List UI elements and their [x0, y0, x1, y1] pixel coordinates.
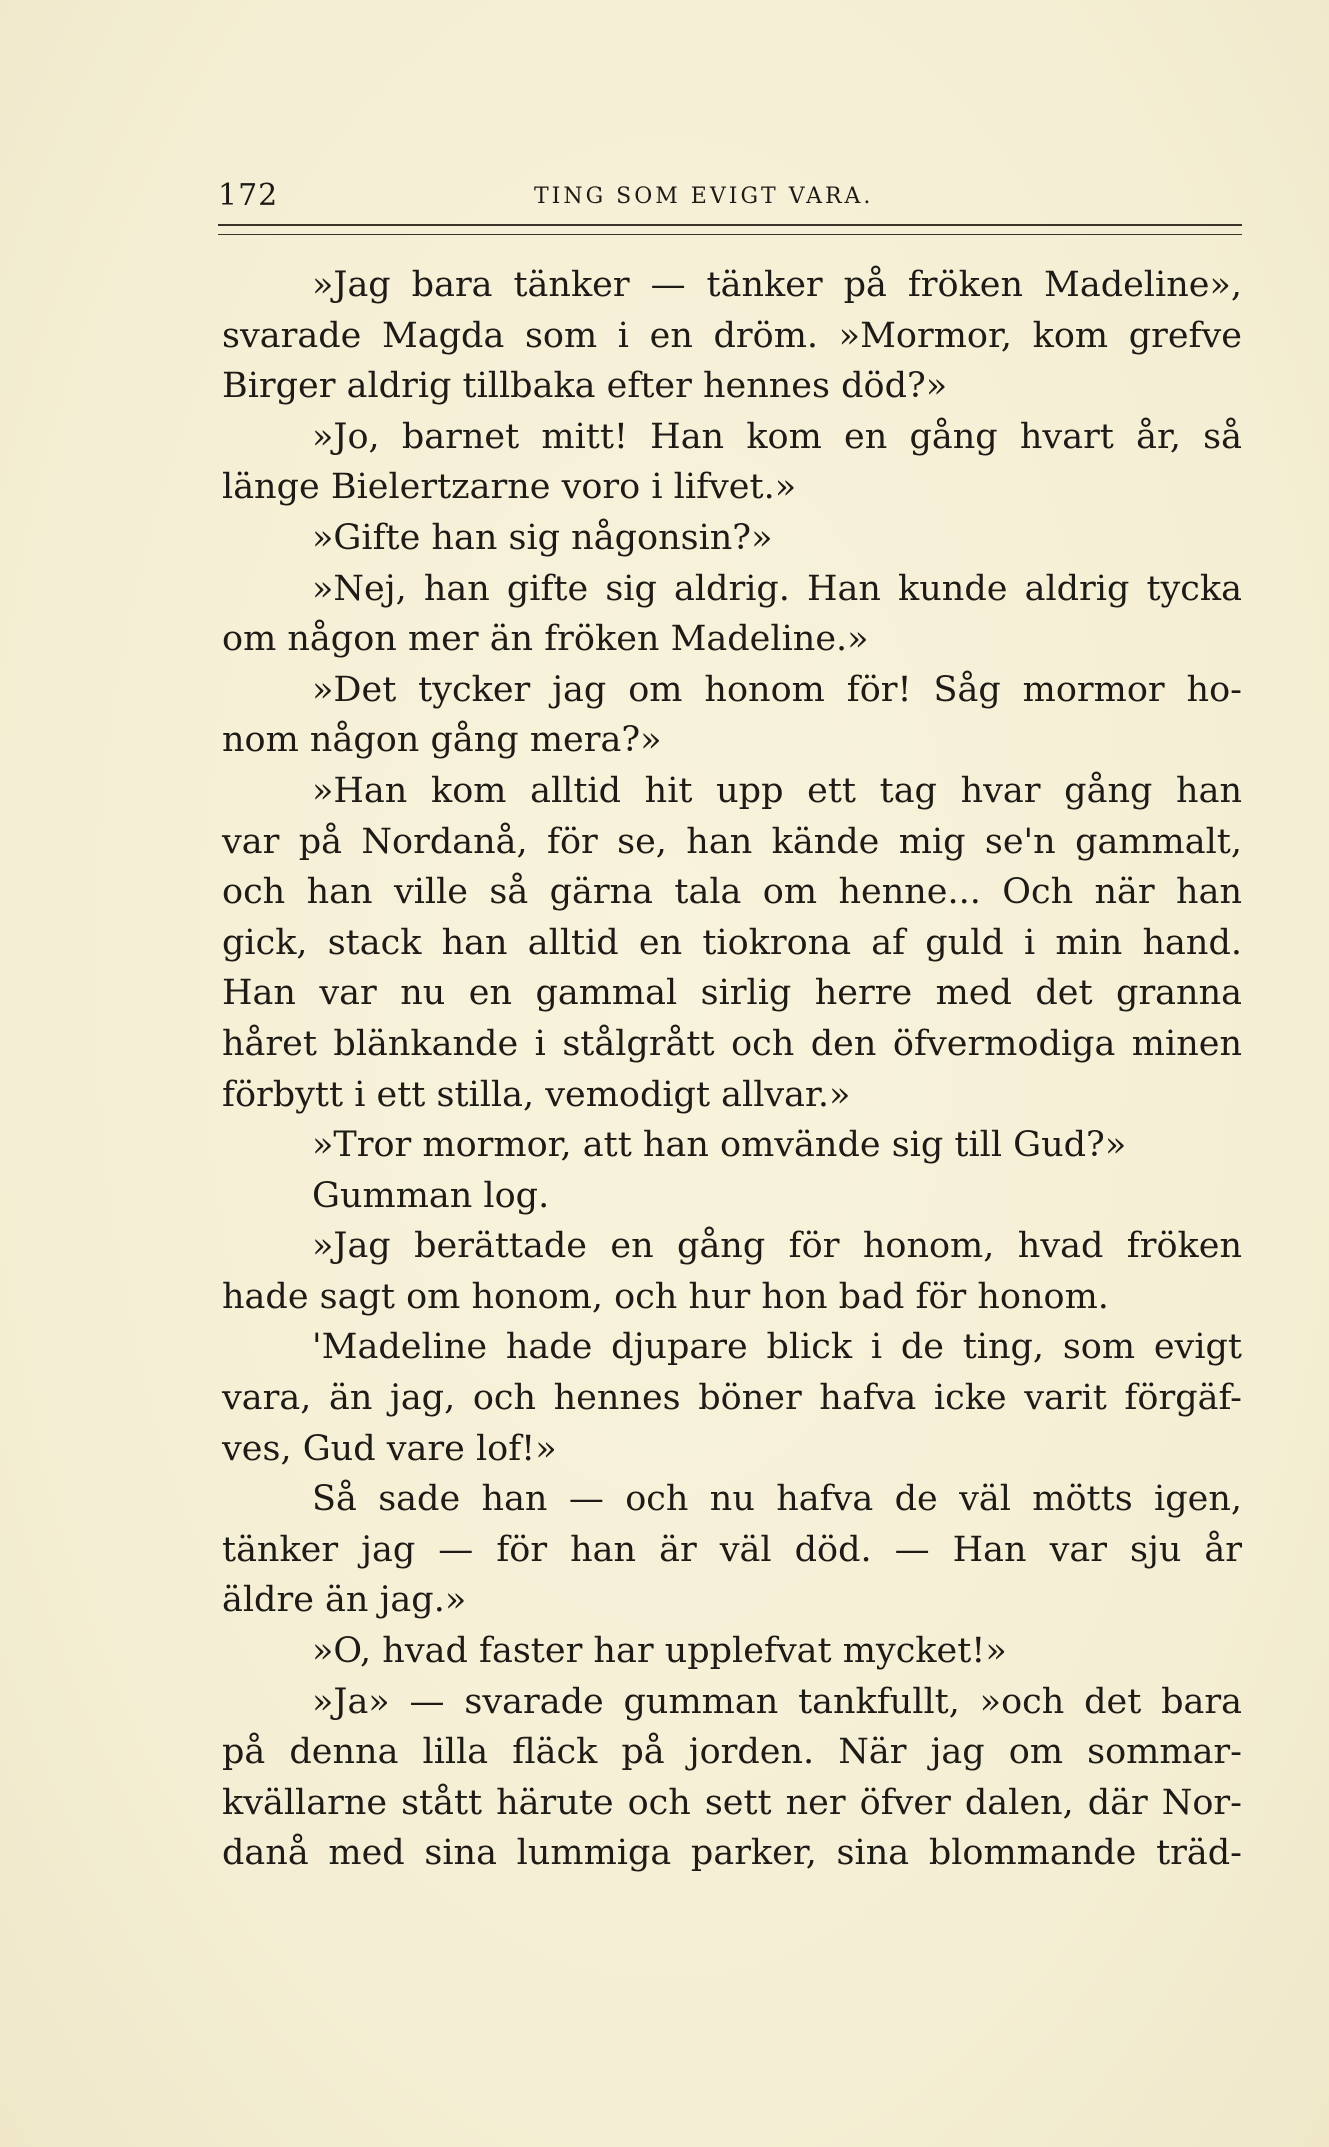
- header-rule-thick: [218, 224, 1242, 226]
- text-line: hade sagt om honom, och hur hon bad för honom.: [222, 1276, 1109, 1317]
- running-title: TING SOM EVIGT VARA.: [534, 184, 874, 209]
- text-line: »Det tycker jag om honom för! Såg mormor ho-: [312, 669, 1242, 710]
- text-line: »Nej, han gifte sig aldrig. Han kunde aldrig tycka: [312, 568, 1242, 609]
- text-line: vara, än jag, och hennes böner hafva icke varit förgäf-: [222, 1378, 1242, 1419]
- text-line: var på Nordanå, för se, han kände mig se'n gammalt,: [222, 821, 1242, 862]
- text-line: »Han kom alltid hit upp ett tag hvar gång han: [312, 770, 1242, 811]
- text-line: »Gifte han sig någonsin?»: [312, 517, 773, 558]
- text-line: förbytt i ett stilla, vemodigt allvar.»: [222, 1074, 851, 1115]
- text-line: 'Madeline hade djupare blick i de ting, som evigt: [312, 1327, 1242, 1368]
- text-line: Så sade han — och nu hafva de väl mötts igen,: [312, 1479, 1242, 1520]
- text-line: »O, hvad faster har upplefvat mycket!»: [312, 1631, 1007, 1672]
- text-line: om någon mer än fröken Madeline.»: [222, 619, 869, 660]
- text-line: länge Bielertzarne voro i lifvet.»: [222, 467, 797, 508]
- text-line: Han var nu en gammal sirlig herre med det granna: [222, 973, 1242, 1014]
- body-text: [222, 260, 1242, 1879]
- text-line: kvällarne stått härute och sett ner öfver dalen, där Nor-: [222, 1782, 1242, 1823]
- text-line: på denna lilla fläck på jorden. När jag om sommar-: [222, 1732, 1242, 1773]
- text-line: »Jag bara tänker — tänker på fröken Madeline»,: [312, 265, 1242, 305]
- text-line: nom någon gång mera?»: [222, 720, 662, 761]
- text-line: Birger aldrig tillbaka efter hennes död?»: [222, 366, 948, 407]
- text-line: tänker jag — för han är väl död. — Han var sju år: [222, 1529, 1242, 1570]
- text-line: svarade Magda som i en dröm. »Mormor, kom grefve: [222, 315, 1242, 356]
- text-line: gick, stack han alltid en tiokrona af guld i min hand.: [222, 922, 1242, 963]
- text-line: »Jo, barnet mitt! Han kom en gång hvart år, så: [312, 416, 1242, 457]
- text-line: danå med sina lummiga parker, sina blommande träd-: [222, 1833, 1242, 1874]
- page-header: [218, 178, 1242, 218]
- text-line: och han ville så gärna tala om henne... Och när han: [222, 872, 1242, 913]
- text-line: Gumman log.: [312, 1175, 550, 1216]
- page-number: 172: [218, 178, 279, 213]
- header-rule-thin: [218, 234, 1242, 235]
- text-line: äldre än jag.»: [222, 1580, 467, 1621]
- text-line: håret blänkande i stålgrått och den öfvermodiga minen: [222, 1023, 1242, 1064]
- text-line: ves, Gud vare lof!»: [222, 1428, 557, 1469]
- text-line: »Ja» — svarade gumman tankfullt, »och det bara: [312, 1681, 1242, 1722]
- text-line: »Tror mormor, att han omvände sig till Gud?»: [312, 1125, 1127, 1166]
- text-line: »Jag berättade en gång för honom, hvad fröken: [312, 1226, 1242, 1267]
